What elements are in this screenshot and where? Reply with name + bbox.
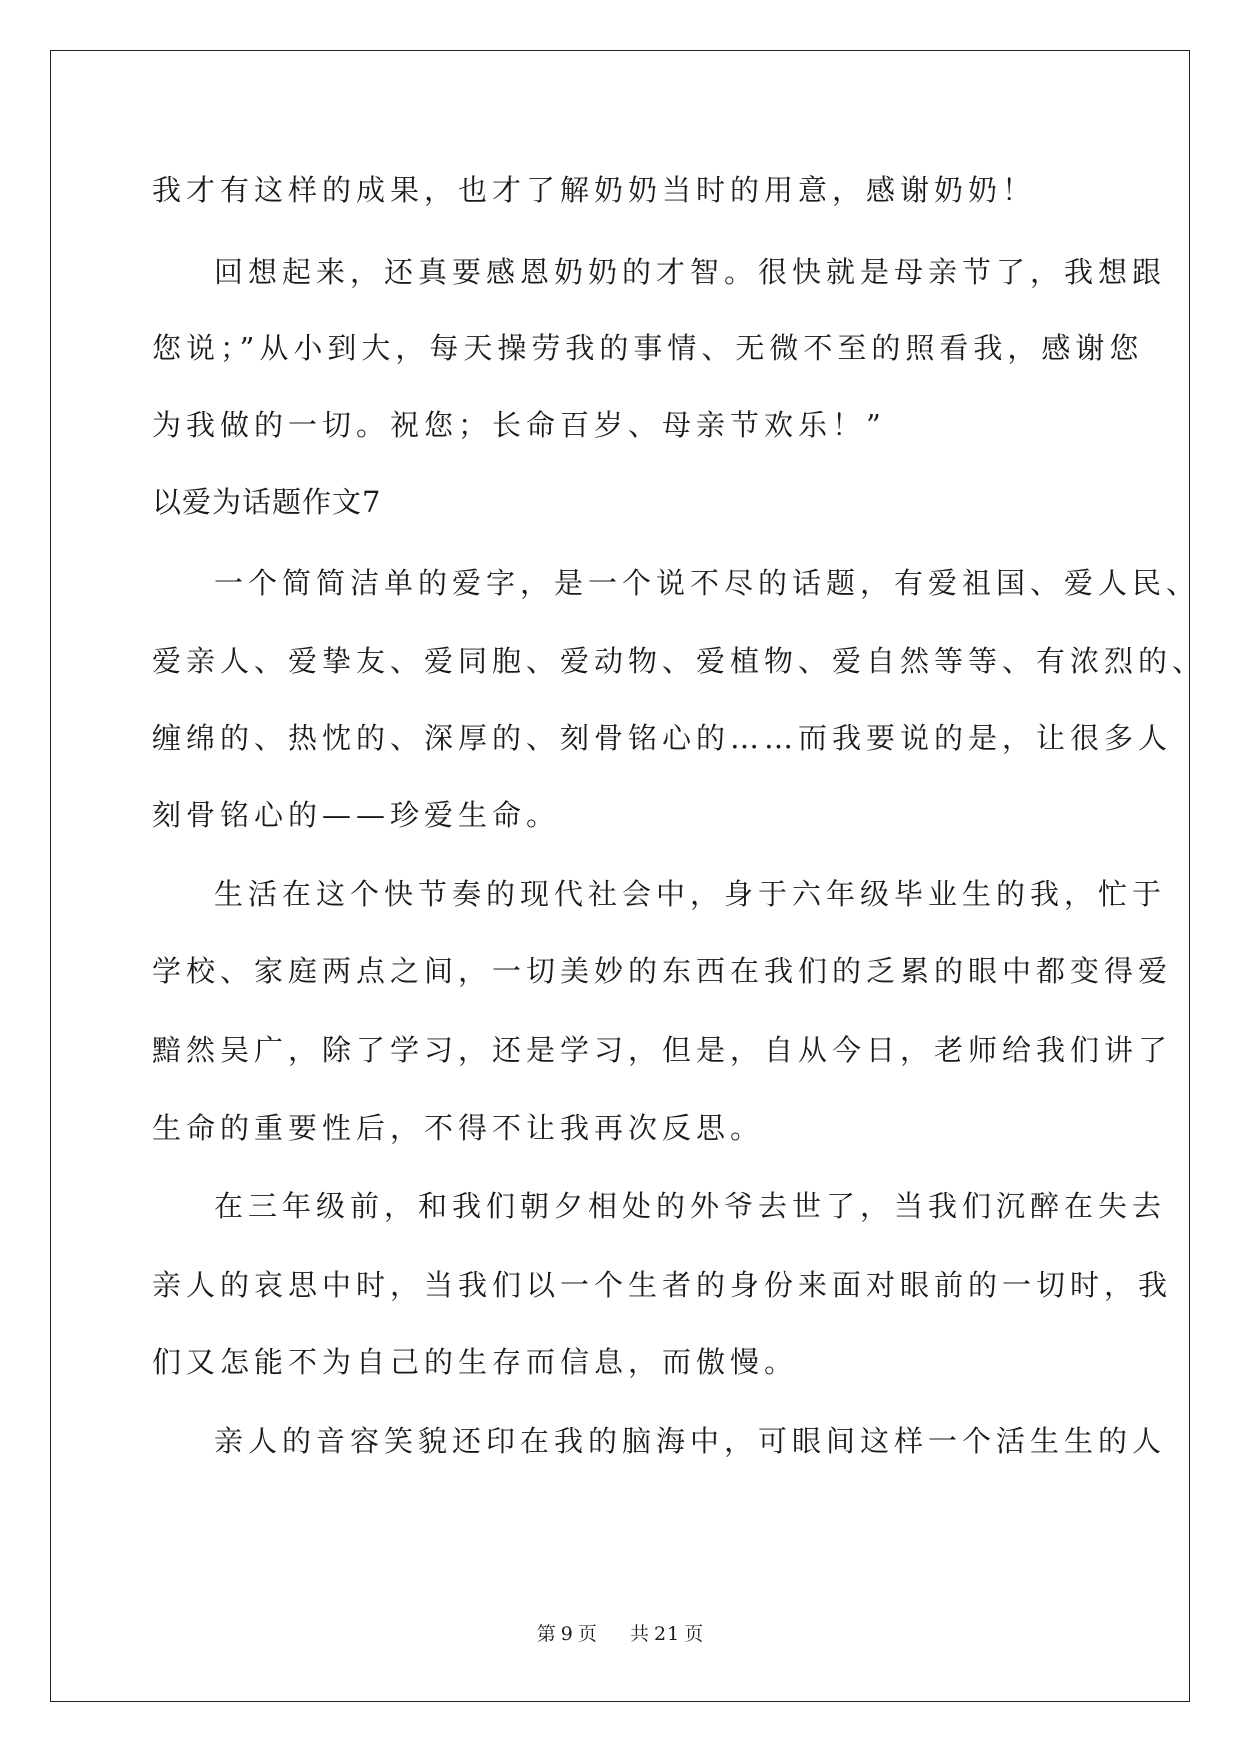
text-line: 们又怎能不为自己的生存而信息，而傲慢。: [152, 1345, 799, 1379]
total-label-prefix: 共: [630, 1623, 651, 1645]
text-line: 刻骨铭心的——珍爱生命。: [152, 798, 561, 832]
current-page-number: 9: [560, 1623, 574, 1645]
text-line: 为我做的一切。祝您；长命百岁、母亲节欢乐！”: [152, 408, 886, 442]
text-line: 生命的重要性后，不得不让我再次反思。: [152, 1111, 765, 1145]
paragraph-first-line: 生活在这个快节奏的现代社会中，身于六年级毕业生的我，忙于: [214, 877, 1167, 911]
text-line: 我才有这样的成果，也才了解奶奶当时的用意，感谢奶奶！: [152, 173, 1037, 207]
text-line: 学校、家庭两点之间，一切美妙的东西在我们的乏累的眼中都变得爱: [152, 954, 1173, 988]
text-line: 您说；”从小到大，每天操劳我的事情、无微不至的照看我，感谢您: [152, 331, 1144, 365]
total-pages-number: 21: [654, 1623, 681, 1645]
text-line: 黯然吴广，除了学习，还是学习，但是，自从今日，老师给我们讲了: [152, 1033, 1173, 1067]
text-line: 缠绵的、热忱的、深厚的、刻骨铭心的……而我要说的是，让很多人: [152, 721, 1173, 755]
page-footer: [0, 1625, 1241, 1644]
text-line: 爱亲人、爱挚友、爱同胞、爱动物、爱植物、爱自然等等、有浓烈的、: [152, 644, 1207, 678]
paragraph-first-line: 在三年级前，和我们朝夕相处的外爷去世了，当我们沉醉在失去: [214, 1189, 1167, 1223]
paragraph-first-line: 一个简简洁单的爱字，是一个说不尽的话题，有爱祖国、爱人民、: [214, 566, 1201, 600]
page-label-prefix: 第: [536, 1623, 557, 1645]
paragraph-first-line: 亲人的音容笑貌还印在我的脑海中，可眼间这样一个活生生的人: [214, 1424, 1167, 1458]
page-label-suffix: 页: [577, 1623, 598, 1645]
total-label-suffix: 页: [684, 1623, 705, 1645]
section-heading: 以爱为话题作文7: [152, 485, 382, 519]
text-line: 亲人的哀思中时，当我们以一个生者的身份来面对眼前的一切时，我: [152, 1268, 1173, 1302]
paragraph-first-line: 回想起来，还真要感恩奶奶的才智。很快就是母亲节了，我想跟: [214, 255, 1167, 289]
